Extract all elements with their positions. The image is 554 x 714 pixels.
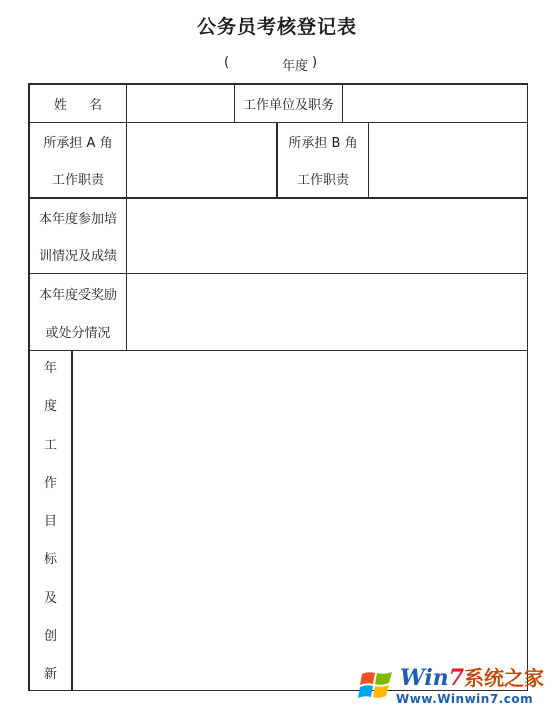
open-paren: ( (224, 55, 230, 70)
training-label-line2: 训情况及成绩 (38, 249, 117, 264)
name-field[interactable] (127, 85, 234, 122)
role-b-label-line1: 所承担 B 角 (288, 136, 358, 151)
watermark-brand (400, 662, 544, 691)
awards-label-line2: 或处分情况 (45, 325, 111, 341)
unit-position-field[interactable] (343, 85, 527, 122)
annual-goals-char: 工 (43, 437, 57, 453)
annual-goals-char: 标 (43, 552, 57, 568)
year-subtitle (218, 55, 328, 73)
annual-goals-char: 作 (43, 475, 57, 491)
annual-goals-char: 创 (43, 628, 57, 644)
training-label-line1: 本年度参加培 (38, 212, 117, 227)
role-a-field[interactable] (127, 123, 276, 197)
role-a-label-line2: 工作职责 (51, 173, 104, 188)
role-b-field[interactable] (369, 123, 527, 197)
site-watermark (356, 660, 552, 712)
table-border-right (527, 83, 528, 691)
watermark-brand-cn: 系统之家 (464, 666, 544, 690)
awards-label (30, 274, 126, 350)
name-label (30, 85, 126, 122)
unit-position-label: 工作单位及职务 (242, 98, 334, 113)
annual-goals-label (30, 351, 71, 690)
year-label: 年度 (282, 59, 309, 74)
role-b-label-line2: 工作职责 (296, 173, 349, 188)
annual-goals-char: 新 (43, 667, 57, 682)
close-paren: ) (312, 55, 318, 70)
annual-goals-char: 目 (43, 514, 57, 529)
annual-goals-field[interactable] (73, 351, 527, 690)
watermark-brand-win: Win (400, 665, 449, 691)
training-field[interactable] (127, 199, 527, 273)
role-b-label (278, 123, 368, 197)
awards-field[interactable] (127, 274, 527, 350)
annual-goals-char: 及 (43, 590, 57, 606)
annual-goals-char: 度 (43, 399, 57, 415)
watermark-brand-seven: 7 (448, 665, 464, 691)
windows-logo-icon (358, 666, 396, 704)
awards-label-line1: 本年度受奖励 (38, 287, 117, 303)
training-label (30, 199, 126, 273)
annual-goals-char: 年 (43, 361, 57, 376)
document-title: 公务员考核登记表 (196, 16, 357, 38)
watermark-url: Www.Winwin7.com (396, 692, 534, 706)
role-a-label-line1: 所承担 A 角 (43, 136, 113, 151)
role-a-label (30, 123, 126, 197)
name-label-text: 姓名 (53, 98, 124, 113)
